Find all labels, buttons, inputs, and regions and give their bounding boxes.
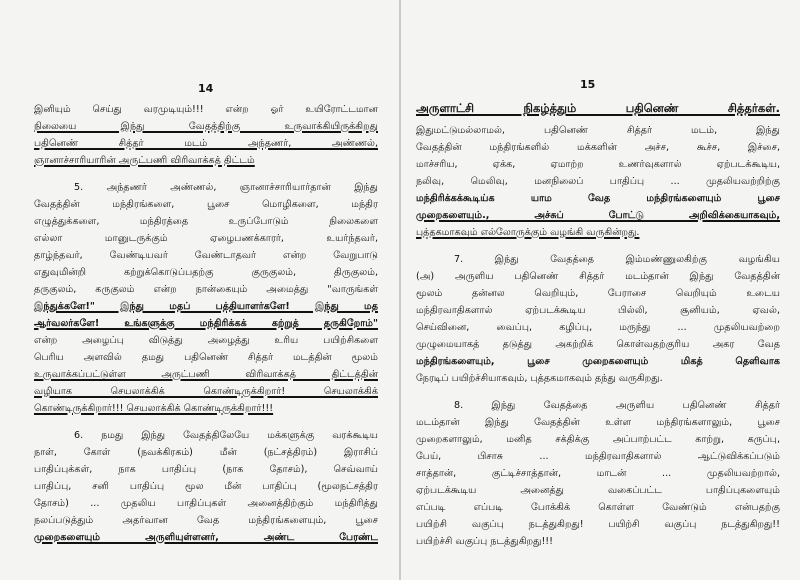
page-number: 14 [198,82,214,95]
text-line: முறைகளாலும், மனித சக்திக்கு அப்பாற்பட்ட காற்று, கருப்பு, [416,434,780,445]
text-line: தோசம்) ... முதலிய பாதிப்புகள் அனைத்திற்கும் மந்திரித்து [34,498,378,509]
text-line: மடம்தான் இந்து வேதத்தின் உள்ள மந்திரங்களாலும், பூசை [416,417,780,428]
text-line: 8. இந்து வேதத்தை அருளிய பதினெண் சித்தர் [454,400,780,411]
left-page-body [34,103,378,573]
text-line: முறைகளையும்., அச்சுப் போட்டு அறிவிக்கையாகவும், [416,210,780,221]
text-line: தாழ்ந்தவர், வேண்டியவர் வேண்டாதவர் என்ற வேறுபாடு [34,250,378,261]
text-line: ஏற்படக்கூடிய அனைத்து வகைப்பட்ட பாதிப்புகளையும் [416,485,780,496]
right-page-body [416,102,780,572]
text-line: (அ) அருளிய பதினெண் சித்தர் மடம்தான் இந்து வேதத்தின் [416,271,780,282]
text-line: நலிவு, மெலிவு, மனநிலைப் பாதிப்பு ... முதலியவற்றிற்கு [416,176,780,187]
text-line: முழுமையாகத் தடுத்து அகற்றிக் கொள்வதற்குரிய அகர வேத [416,339,780,350]
text-line: மூலம் தன்னல வெறியும், பேராசை வெறியும் உடைய [416,288,780,299]
text-line: பேய், பிசாசு ... மந்திரவாதிகளால் ஆட்டுவிக்கப்படும் [416,451,780,462]
text-line: எழுத்துக்களை, மந்திரத்தை உருப்போடும் நிலைகளை [34,216,378,227]
text-line: உருவாக்கப்பட்டுள்ள அருட்பணி விரிவாக்கத் திட்டத்தின் [34,369,378,380]
text-line: பயிற்சி வகுப்பு நடத்துகிறது! பயிற்சி வகுப்பு நடத்துகிறது!! [416,519,780,530]
text-line: பெரிய அளவில் தமது பதினெண் சித்தர் மடத்தின் மூலம் [34,352,378,363]
text-line: நேரடிப் பயிற்ச்சியாகவும், புத்தகமாகவும் தந்து வருகிறது. [416,373,663,384]
text-line: பயிற்ச்சி வகுப்பு நடத்துகிறது!!! [416,536,553,547]
text-line: புத்தகமாகவும் எல்லோருக்கும் வழங்கி வருகின்றது. [416,227,640,238]
text-line: மாச்சரிய, ஏக்க, ஏமாற்ற உணர்வுகளால் ஏற்படக்கூடிய, [416,159,780,170]
text-line: எல்லா மானுடருக்கும் ஏழைபணக்காரர், உயர்ந்தவர், [34,233,378,244]
right-page [400,0,800,580]
text-line: பாதிப்பு, சனி பாதிப்பு மூல மீன் பாதிப்பு (மூலநட்சத்திர [34,481,378,492]
text-line: எதுவுமின்றி கற்றுக்கொடுப்பதற்கு குருகுலம், திருகுலம், [34,267,378,278]
page-number: 15 [580,78,596,91]
text-line: ஞானாச்சாரியாரின் அருட்பணி விரிவாக்கத் திட்டம் [34,155,255,166]
section-heading: அருளாட்சி நிகழ்த்தும் பதினெண் சித்தர்கள். [416,101,780,115]
text-line: 5. அந்தணர் அண்ணல், ஞானாச்சாரியார்தான் இந்து [74,182,378,193]
text-line: நலப்படுத்தும் அதர்வான வேத மந்திரங்களையும், பூசை [34,515,378,526]
text-line: இதுமட்டுமல்லாமல், பதினெண் சித்தர் மடம், இந்து [416,125,780,136]
text-line: முறைகளையும் அருளியுள்ளனர், அண்ட பேரண்ட [34,532,378,543]
text-line: செய்வினை, வைப்பு, கழிப்பு, மருந்து ... முதலியவற்றை [416,322,780,333]
text-line: எப்படி எப்படி போக்கிக் கொள்ள வேண்டும் என்பதற்கு [416,502,780,513]
text-line: மந்திரங்களையும், பூசை முறைகளையும் மிகத் தெளிவாக [416,356,780,367]
text-line: பதினெண் சித்தர் மடம் அந்தணர், அண்ணல், [34,138,378,149]
text-line: பாதிப்புக்கள், நாக பாதிப்பு (நாக தோசம்), செவ்வாய் [34,464,378,475]
text-line: இனியும் செய்து வரமுடியும்!!! என்ற ஓர் உயிரோட்டமான [34,104,378,115]
text-line: கொண்டிருக்கிறார்!!! செயலாக்கிக் கொண்டிருக்கிறார்!!! [34,403,274,414]
text-line: ஆர்வலர்களே! உங்களுக்கு மந்திரிக்கக் கற்றுத் தருகிறோம்" [34,318,378,329]
text-line: 6. நமது இந்து வேதத்திலேயே மக்களுக்கு வரக்கூடிய [74,430,378,441]
text-line: வேதத்தின் மந்திரங்களில் மக்களின் அச்ச, கூச்ச, இச்சை, [416,142,780,153]
text-line: தருகுலம், கருகுலம் என்ற நான்கையும் அமைத்து "வாருங்கள் [34,284,378,295]
text-line: வேதத்தின் மந்திரங்களை, பூசை மொழிகளை, மந்திர [34,199,378,210]
text-line: 7. இந்து வேதத்தை இம்மண்ணுலகிற்கு வழங்கிய [454,254,780,265]
text-line: வழியாக செயலாக்கிக் கொண்டிருக்கிறார்! செயலாக்கிக் [34,386,378,397]
text-line: சாத்தான், குட்டிச்சாத்தான், மாடன் ... முதலியவற்றால், [416,468,780,479]
text-line: நாள், கோள் (நவக்கிரகம்) மீன் (நட்சத்திரம்) இராசிப் [34,447,378,458]
text-line: நிலையை இந்து வேதத்திற்கு உருவாக்கியிருக்கிறது [34,121,378,132]
text-line: இந்துக்களே!" இந்து மதப் பத்தியாளர்களே! இந்து மத [34,301,378,312]
text-line: மந்திரவாதிகளால் ஏற்படக்கூடிய பில்லி, சூனியம், ஏவல், [416,305,780,316]
text-line: என்ற அழைப்பு விடுத்து அழைத்து உரிய பயிற்சிகளை [34,335,378,346]
text-line: மந்திரிக்கக்கூடிய்க யாம வேத மந்திரங்களையும் பூசை [416,193,780,204]
